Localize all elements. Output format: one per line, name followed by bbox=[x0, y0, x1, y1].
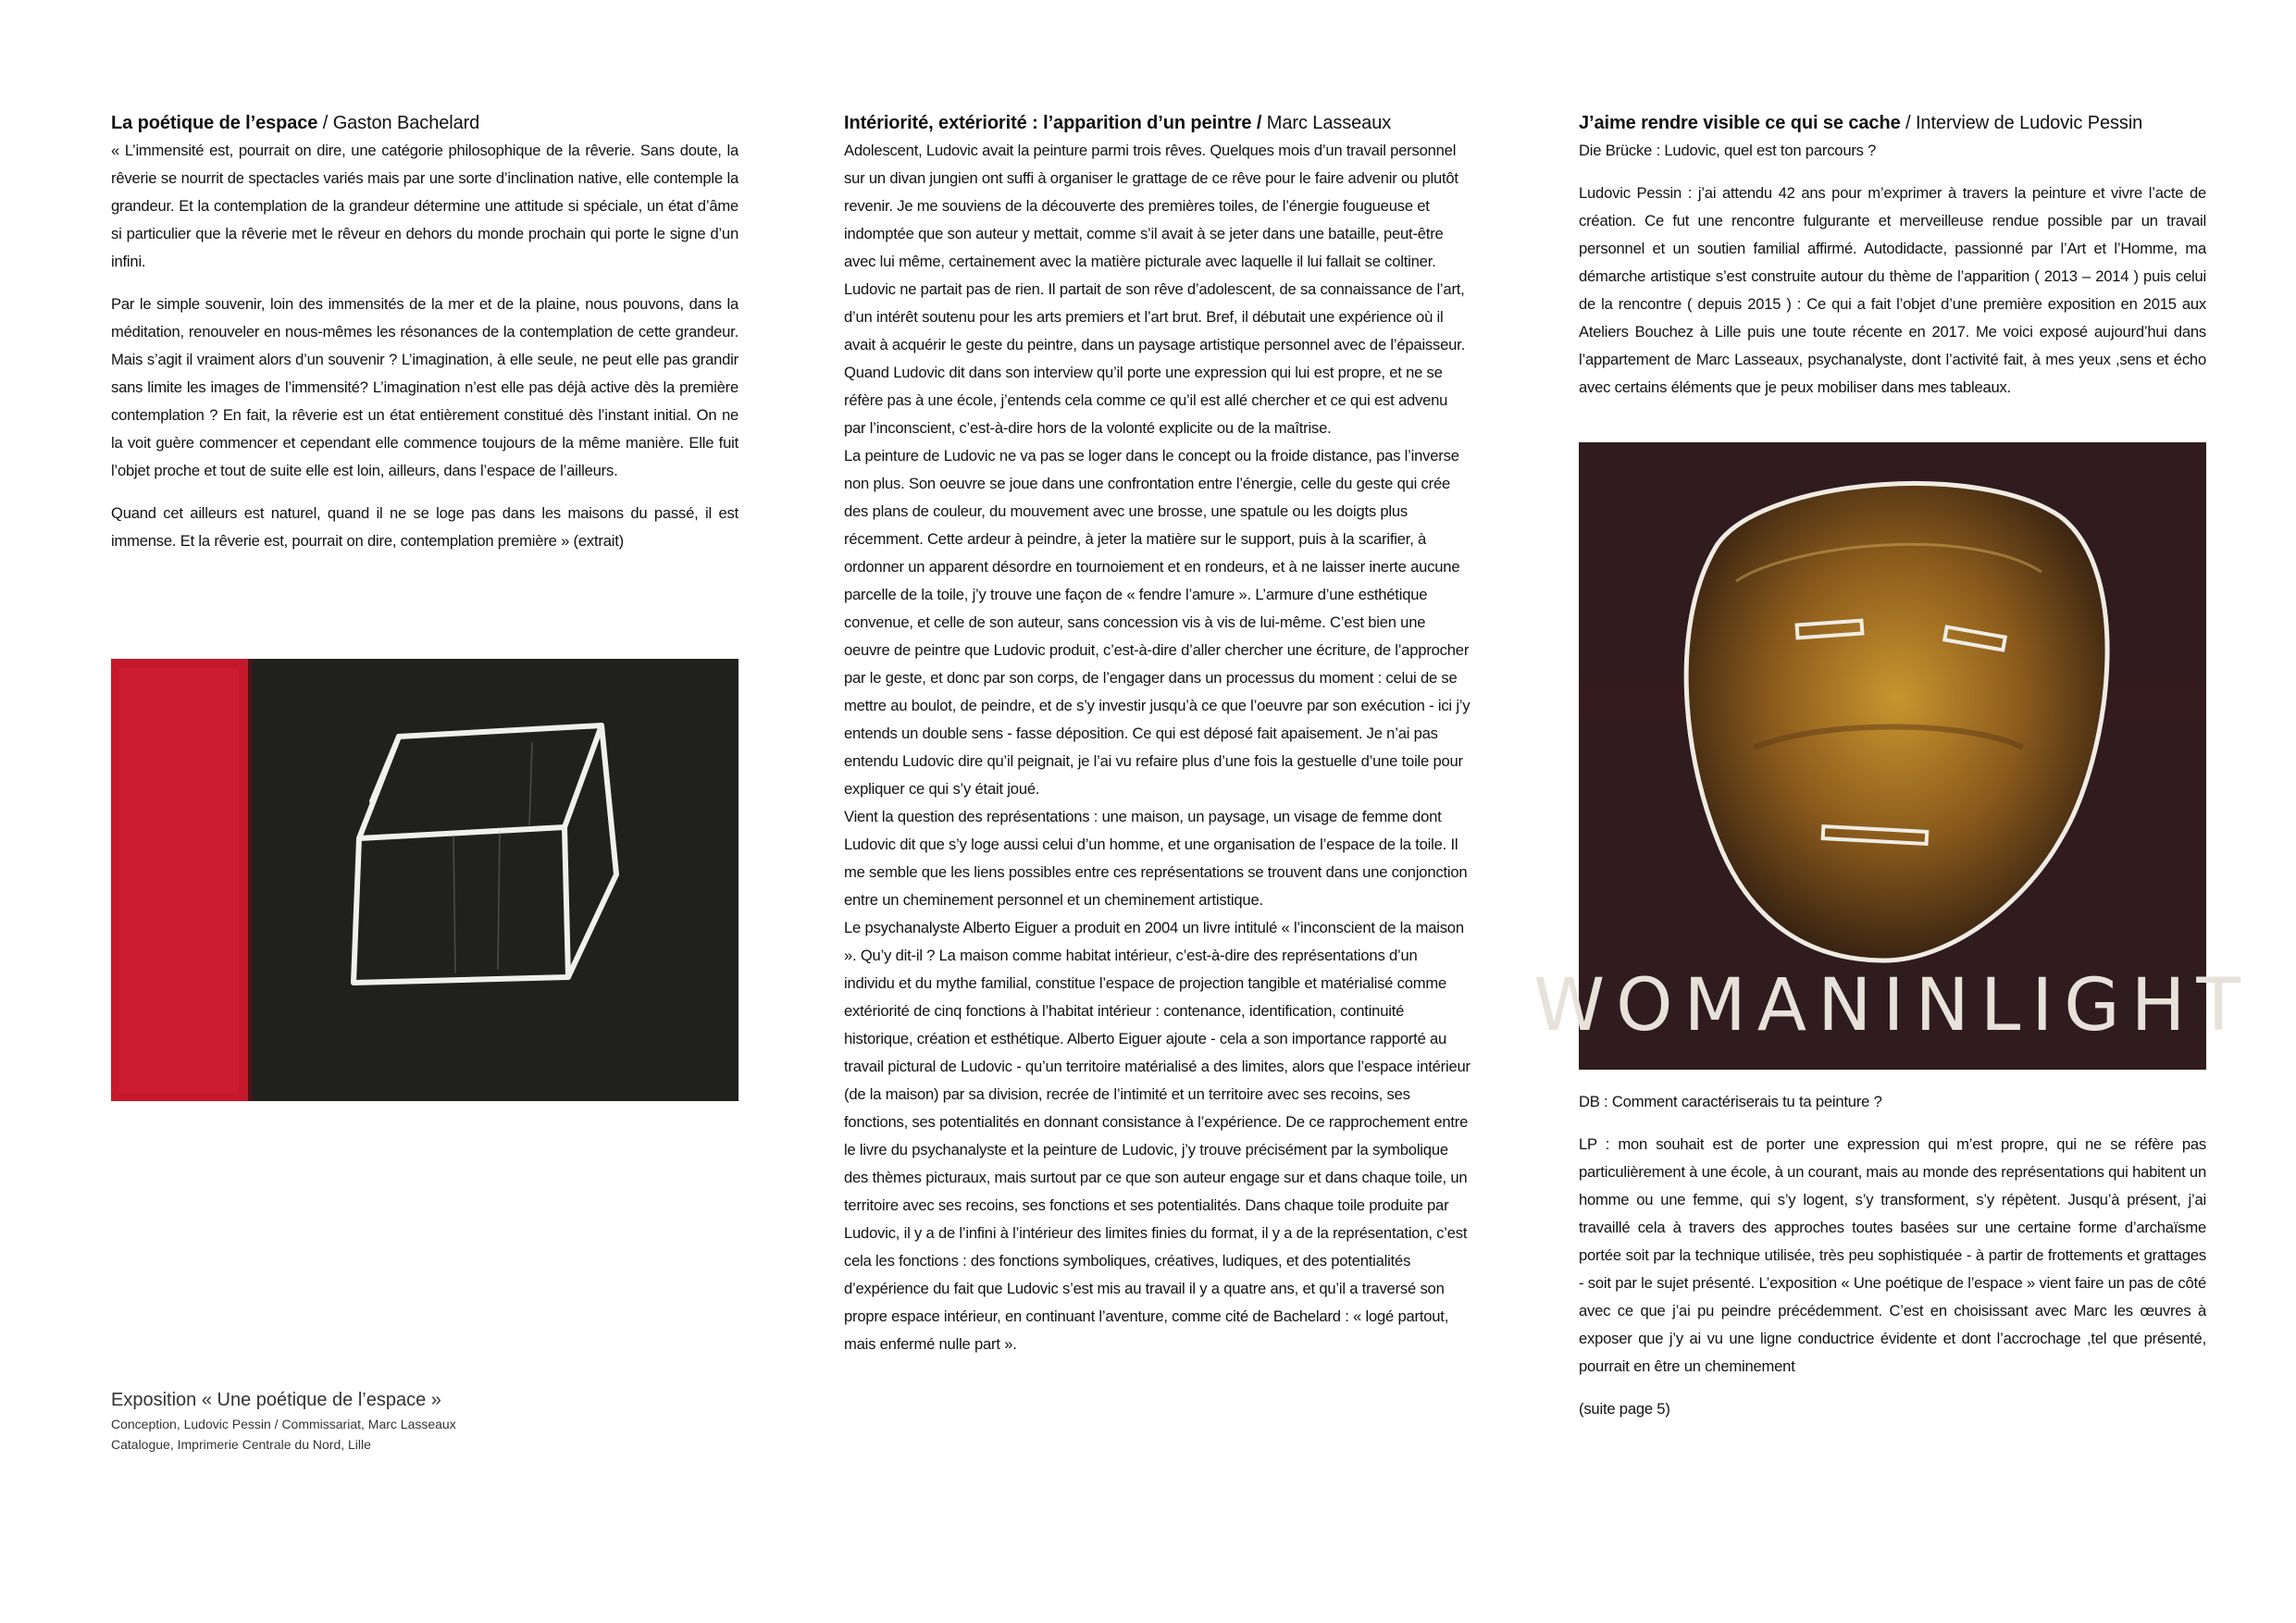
caption-title: Exposition « Une poétique de l’espace » bbox=[111, 1390, 441, 1410]
article-heading bbox=[111, 109, 738, 137]
house-painting-image bbox=[111, 659, 738, 1101]
heading-title: Intériorité, extériorité : l’apparition d’un peintre / bbox=[844, 113, 1262, 133]
interview-answer: Ludovic Pessin : j’ai attendu 42 ans pour m’exprimer à travers la peinture et vivre l’acte de création. Ce fut une rencontre fulgurante et merveilleuse rendue possible par un travail personnel et un soutien familial affirmé. Autodidacte, passionné par l’Art et l’Homme, ma démarche artistique s’est construite autour du thème de l’apparition ( 2013 – 2014 ) puis celui de la rencontre ( depuis 2015 ) : Ce qui a fait l’objet d’une première exposition en 2015 aux Ateliers Bouchez à Lille puis une toute récente en 2017. Me voici exposé aujourd’hui dans l’appartement de Marc Lasseaux, psychanalyste, dont l’activité fait, à mes yeux ,sens et écho avec certains éléments que je peux mobiliser dans mes tableaux. bbox=[1579, 184, 2206, 396]
interview-answer: LP : mon souhait est de porter une expression qui m’est propre, qui ne se réfère pas particulièrement à une école, à un courant, mais au monde des représentations qui habitent un homme ou une femme, qui s’y logent, s’y transforment, s’y répètent. Jusqu’à présent, j’ai travaillé cela à travers des approches toutes basées sur une certaine forme d’archaïsme portée soit par la technique utilisée, très peu sophistiquée - à partir de frottements et grattages - soit par le sujet présenté. L’exposition « Une poétique de l’espace » vient faire un pas de côté avec ce que j’ai pu peindre précédemment. C’est en choisissant avec Marc les œuvres à exposer que j’y ai vu une ligne conductrice évidente et dont l’accrochage ,tel que présenté, pourrait en être un cheminement bbox=[1579, 1135, 2206, 1375]
heading-author: / Gaston Bachelard bbox=[317, 113, 480, 133]
paragraph: Le psychanalyste Alberto Eiguer a produit en 2004 un livre intitulé « l’inconscient de la maison ». Qu’y dit-il ? La maison comme habitat intérieur, c’est-à-dire des représentations d’un individu et du mythe familial, constitue l’espace de projection tangible et matérialisé comme extériorité de cinq fonctions à l’habitat intérieur : contenance, identification, continuité historique, création et esthétique. Alberto Eiguer ajoute - cela a son importance rapporté au travail pictural de Ludovic - qu’un territoire matérialisé a des limites, alors que l’espace intérieur (de la maison) par sa division, recrée de l’intimité et un territoire avec ses recoins, ses fonctions, ses potentialités en donnant consistance à l’expérience. De ce rapprochement entre le livre du psychanalyste et la peinture de Ludovic, j’y trouve précisément par la symbolique des thèmes picturaux, mais surtout par ce que son auteur engage sur et dans chaque toile, un territoire avec ses recoins, ses fonctions et ses potentialités. Dans chaque toile produite par Ludovic, il y a de l’infini à l’intérieur des limites finies du format, il y a de la représentation, c’est cela les fonctions : des fonctions symboliques, créatives, ludiques, et des potentialités d’expérience du fait que Ludovic s’est mis au travail il y a quatre ans, et qu’il a traversé son propre espace intérieur, en continuant l’aventure, comme cité de Bachelard : « logé partout, mais enfermé nulle part ». bbox=[844, 919, 1471, 1353]
paragraph: La peinture de Ludovic ne va pas se loger dans le concept ou la froide distance, pas l’inverse non plus. Son oeuvre se joue dans une confrontation entre l’énergie, celle du geste qui crée des plans de couleur, du mouvement avec une brosse, une spatule ou les doigts plus récemment. Cette ardeur à peindre, à jeter la matière sur le support, puis à la scarifier, à ordonner un apparent désordre en tournoiement et en rondeurs, et à ne laisser inerte aucune parcelle de la toile, j’y trouve une façon de « fendre l’amure ». L’armure d’une esthétique convenue, et celle de son auteur, sans concession vis à vis de lui-même. C’est bien une oeuvre de peintre que Ludovic produit, c’est-à-dire d’aller chercher une écriture, de l’approcher par le geste, et donc par son corps, de l’engager dans un processus du moment : celui de se mettre au boulot, de peindre, et de s’y investir jusqu’à ce que l’oeuvre par son exécution - ici j’y entends un double sens - fasse déposition. Ce qui est déposé fait apaisement. Je n’ai pas entendu Ludovic dire qu’il peignait, je l’ai vu refaire plus d’une fois la gestuelle d’une toile pour expliquer ce qui s’y était joué. bbox=[844, 447, 1471, 798]
caption-credits: Conception, Ludovic Pessin / Commissariat, Marc Lasseaux bbox=[111, 1417, 456, 1431]
painting-lettering: WOMANINLIGHT bbox=[1533, 964, 2253, 1047]
heading-author: Marc Lasseaux bbox=[1261, 113, 1392, 133]
interview-question: DB : Comment caractériserais tu ta peinture ? bbox=[1579, 1093, 1882, 1110]
column-lasseaux bbox=[844, 109, 1471, 1358]
column-bachelard bbox=[111, 109, 738, 555]
heading-author: / Interview de Ludovic Pessin bbox=[1900, 113, 2143, 133]
paragraph: Adolescent, Ludovic avait la peinture parmi trois rêves. Quelques mois d’un travail personnel sur un divan jungien ont suffi à organiser le grattage de ce rêve pour le faire advenir ou plutôt revenir. Je me souviens de la découverte des premières toiles, de l’énergie fougueuse et indomptée que son auteur y mettait, comme s’il avait à se jeter dans une bataille, peut-être avec lui même, certainement avec la matière picturale avec laquelle il lui fallait se coltiner. Ludovic ne partait pas de rien. Il partait de son rêve d’adolescent, de sa connaissance de l’art, d’un intérêt soutenu pour les arts premiers et l’art brut. Bref, il débutait une expérience où il avait à acquérir le geste du peintre, dans un paysage artistique personnel avec de l’épaisseur. bbox=[844, 142, 1466, 353]
caption-publisher: Catalogue, Imprimerie Centrale du Nord, Lille bbox=[111, 1437, 371, 1452]
paragraph: Quand cet ailleurs est naturel, quand il ne se loge pas dans les maisons du passé, il est immense. Et la rêverie est, pourrait on dire, contemplation première » (extrait) bbox=[111, 504, 738, 550]
paragraph: « L’immensité est, pourrait on dire, une catégorie philosophique de la rêverie. Sans doute, la rêverie se nourrit de spectacles variés mais par une sorte d’inclination native, elle contemple la grandeur. Et la contemplation de la grandeur détermine une attitude si spéciale, un état d’âme si particulier que la rêverie met le rêveur en dehors du monde prochain qui porte le signe d’un infini. bbox=[111, 142, 738, 270]
article-heading bbox=[1579, 109, 2206, 137]
column-interview bbox=[1579, 109, 2206, 402]
paragraph: Vient la question des représentations : une maison, un paysage, un visage de femme dont Ludovic dit que s’y loge aussi celui d’un homme, et une organisation de l’espace de la toile. Il me semble que les liens possibles entre ces représentations se trouvent dans une conjonction entre un cheminement personnel et un cheminement artistique. bbox=[844, 808, 1468, 909]
interview-question: Die Brücke : Ludovic, quel est ton parcours ? bbox=[1579, 142, 1877, 159]
continued-note: (suite page 5) bbox=[1579, 1400, 1670, 1418]
woman-in-light-painting-image bbox=[1533, 442, 2253, 1070]
heading-title: La poétique de l’espace bbox=[111, 113, 318, 133]
column-interview-continued bbox=[1579, 1088, 2206, 1423]
paragraph: Par le simple souvenir, loin des immensités de la mer et de la plaine, nous pouvons, dans la méditation, renouveler en nous-mêmes les résonances de la contemplation de cette grandeur. Mais s’agit il vraiment alors d’un souvenir ? L’imagination, à elle seule, ne peut elle pas grandir sans limite les images de l’immensité? L’imagination n’est elle pas déjà active dès la première contemplation ? En fait, la rêverie est un état entièrement constitué dès l’instant initial. On ne la voit guère commencer et cependant elle commence toujours de la même manière. Elle fuit l’objet proche et tout de suite elle est loin, ailleurs, dans l’espace de l’ailleurs. bbox=[111, 295, 738, 479]
paragraph: Quand Ludovic dit dans son interview qu’il porte une expression qui lui est propre, et ne se réfère pas à une école, j’entends cela comme ce qu’il est allé chercher et ce qui est advenu par l’inconscient, c’est-à-dire hors de la volonté explicite ou de la maîtrise. bbox=[844, 364, 1448, 437]
heading-title: J’aime rendre visible ce qui se cache bbox=[1579, 113, 1901, 133]
exhibition-caption bbox=[111, 1386, 666, 1455]
article-heading bbox=[844, 109, 1471, 137]
